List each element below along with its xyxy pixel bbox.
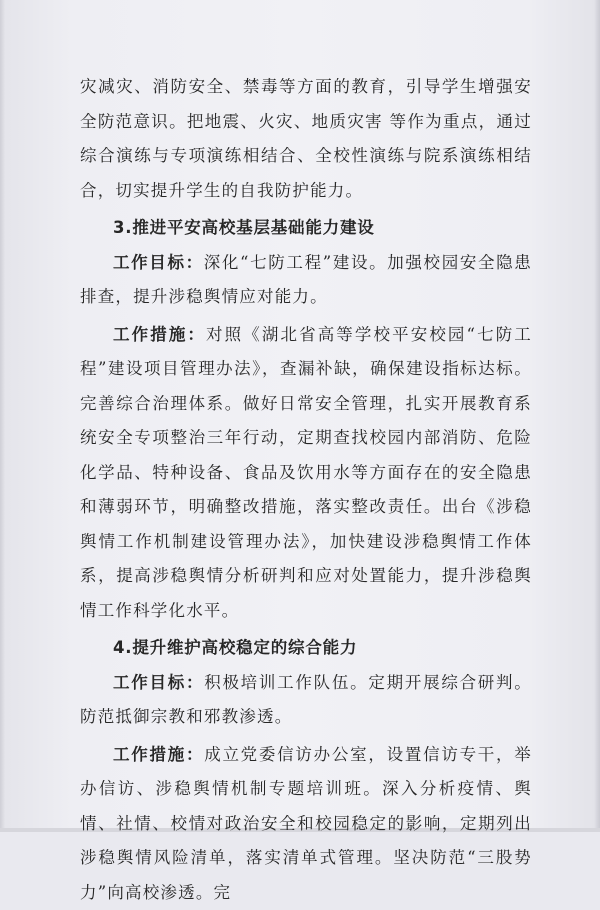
paragraph-safety-education: 灾减灾、消防安全、禁毒等方面的教育，引导学生增强安全防范意识。把地震、火灾、地质灾害 等作为重点，通过综合演练与专项演练相结合、全校性演练与院系演练相结合，切实提升学生的自我防护能力。	[80, 70, 532, 208]
section-4-heading: 4.提升维护高校稳定的综合能力	[80, 631, 532, 666]
goal-label: 工作目标：	[113, 253, 204, 272]
scan-shadow-right	[594, 0, 600, 832]
document-body	[80, 70, 532, 910]
goal-label: 工作目标：	[113, 673, 204, 692]
goal-text: 积极培训工作队伍。定期开展综合研判。防范抵御宗教和邪教渗透。	[80, 673, 532, 727]
measures-text: 对照《湖北省高等学校平安校园“七防工程”建设项目管理办法》，查漏补缺，确保建设指标达标。完善综合治理体系。做好日常安全管理，扎实开展教育系统安全专项整治三年行动，定期查找校园内部消防、危险化学品、特种设备、食品及饮用水等方面存在的安全隐患和薄弱环节，明确整改措施，落实整改责任。出台《涉稳舆情工作机制建设管理办法》，加快建设涉稳舆情工作体系，提高涉稳舆情分析研判和应对处置能力，提升涉稳舆情工作科学化水平。	[80, 325, 532, 620]
section-3-measures	[80, 318, 532, 629]
section-4-goal	[80, 666, 532, 735]
section-4-measures	[80, 738, 532, 910]
scan-shadow-left	[0, 0, 5, 832]
section-3-heading: 3.推进平安高校基层基础能力建设	[80, 211, 532, 246]
goal-text: 深化“七防工程”建设。加强校园安全隐患排查，提升涉稳舆情应对能力。	[80, 253, 532, 307]
measures-label: 工作措施：	[113, 745, 204, 764]
section-3-goal	[80, 246, 532, 315]
measures-label: 工作措施：	[113, 325, 206, 344]
measures-text: 成立党委信访办公室，设置信访专干，举办信访、涉稳舆情机制专题培训班。深入分析疫情、舆情、社情、校情对政治安全和校园稳定的影响，定期列出涉稳舆情风险清单，落实清单式管理。坚决防范“三股势力”向高校渗透。完	[80, 745, 532, 902]
